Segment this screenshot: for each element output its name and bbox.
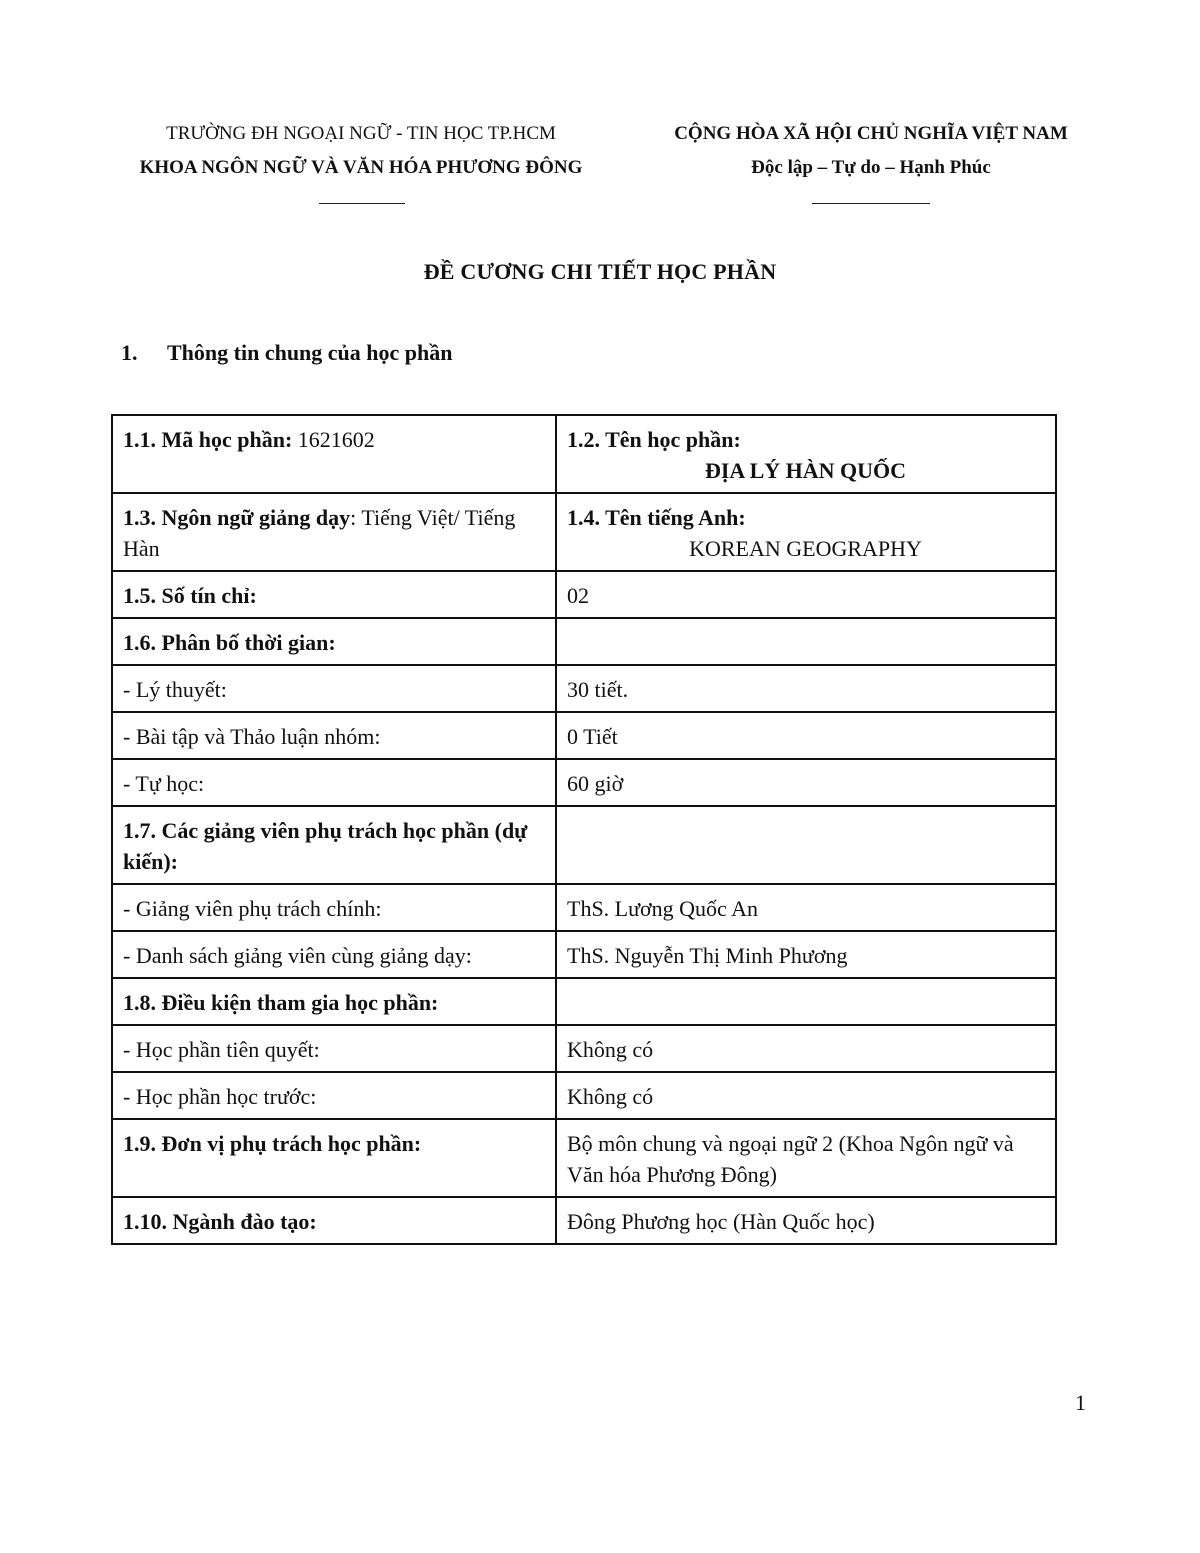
school-header — [96, 117, 626, 185]
table-cell — [112, 493, 556, 571]
language-label: 1.3. Ngôn ngữ giảng dạy — [123, 505, 351, 530]
table-cell-label: 1.7. Các giảng viên phụ trách học phần (dự kiến): — [112, 806, 556, 884]
left-header-rule — [319, 203, 405, 204]
table-cell — [556, 415, 1056, 493]
table-row — [112, 1025, 1056, 1072]
table-cell-label: 1.9. Đơn vị phụ trách học phần: — [112, 1119, 556, 1197]
national-motto: Độc lập – Tự do – Hạnh Phúc — [751, 157, 991, 178]
course-name-value: ĐỊA LÝ HÀN QUỐC — [704, 458, 907, 483]
table-cell-label: - Giảng viên phụ trách chính: — [112, 884, 556, 931]
table-cell-value: ThS. Lương Quốc An — [556, 884, 1056, 931]
table-cell-value: 30 tiết. — [556, 665, 1056, 712]
table-cell-value — [556, 618, 1056, 665]
national-header — [636, 117, 1106, 185]
table-row — [112, 618, 1056, 665]
table-cell-value: Đông Phương học (Hàn Quốc học) — [556, 1197, 1056, 1244]
table-cell-value — [556, 806, 1056, 884]
table-cell — [112, 415, 556, 493]
table-cell-value: Không có — [556, 1025, 1056, 1072]
course-code-label: 1.1. Mã học phần: — [123, 427, 293, 452]
table-row — [112, 978, 1056, 1025]
english-name-value: KOREAN GEOGRAPHY — [689, 536, 922, 561]
table-row — [112, 1197, 1056, 1244]
table-row — [112, 759, 1056, 806]
table-cell — [556, 493, 1056, 571]
school-name: TRƯỜNG ĐH NGOẠI NGỮ - TIN HỌC TP.HCM — [166, 123, 556, 144]
table-cell-label: - Bài tập và Thảo luận nhóm: — [112, 712, 556, 759]
table-cell-value: 60 giờ — [556, 759, 1056, 806]
table-row — [112, 1119, 1056, 1197]
page-number: 1 — [1075, 1390, 1086, 1415]
section-title: Thông tin chung của học phần — [167, 340, 453, 365]
table-cell-label: - Học phần học trước: — [112, 1072, 556, 1119]
table-cell-label: 1.8. Điều kiện tham gia học phần: — [112, 978, 556, 1025]
language-value: : Tiếng Việt/ Tiếng Hàn — [123, 505, 516, 561]
table-cell-value — [556, 978, 1056, 1025]
table-cell-value: ThS. Nguyễn Thị Minh Phương — [556, 931, 1056, 978]
table-cell-label: - Danh sách giảng viên cùng giảng dạy: — [112, 931, 556, 978]
faculty-name: KHOA NGÔN NGỮ VÀ VĂN HÓA PHƯƠNG ĐÔNG — [139, 157, 583, 178]
table-row — [112, 665, 1056, 712]
table-row — [112, 493, 1056, 571]
table-row — [112, 415, 1056, 493]
table-row — [112, 712, 1056, 759]
section-number: 1. — [121, 340, 138, 365]
course-info-table — [111, 414, 1057, 1245]
table-row — [112, 1072, 1056, 1119]
right-header-rule — [812, 203, 930, 204]
table-row — [112, 931, 1056, 978]
section-heading — [121, 340, 453, 366]
course-code-value: 1621602 — [292, 427, 375, 452]
table-row — [112, 571, 1056, 618]
table-row — [112, 884, 1056, 931]
course-name-label: 1.2. Tên học phần: — [567, 427, 741, 452]
document-title: ĐỀ CƯƠNG CHI TIẾT HỌC PHẦN — [423, 259, 777, 284]
table-cell-value: Không có — [556, 1072, 1056, 1119]
table-cell-value: 0 Tiết — [556, 712, 1056, 759]
table-cell-label: - Lý thuyết: — [112, 665, 556, 712]
table-cell-label: 1.10. Ngành đào tạo: — [112, 1197, 556, 1244]
table-row — [112, 806, 1056, 884]
table-cell-value: Bộ môn chung và ngoại ngữ 2 (Khoa Ngôn ngữ và Văn hóa Phương Đông) — [556, 1119, 1056, 1197]
table-cell-label: 1.6. Phân bố thời gian: — [112, 618, 556, 665]
table-cell-value: 02 — [556, 571, 1056, 618]
table-cell-label: - Học phần tiên quyết: — [112, 1025, 556, 1072]
table-cell-label: - Tự học: — [112, 759, 556, 806]
table-cell-label: 1.5. Số tín chỉ: — [112, 571, 556, 618]
english-name-label: 1.4. Tên tiếng Anh: — [567, 505, 746, 530]
national-name: CỘNG HÒA XÃ HỘI CHỦ NGHĨA VIỆT NAM — [674, 123, 1068, 144]
